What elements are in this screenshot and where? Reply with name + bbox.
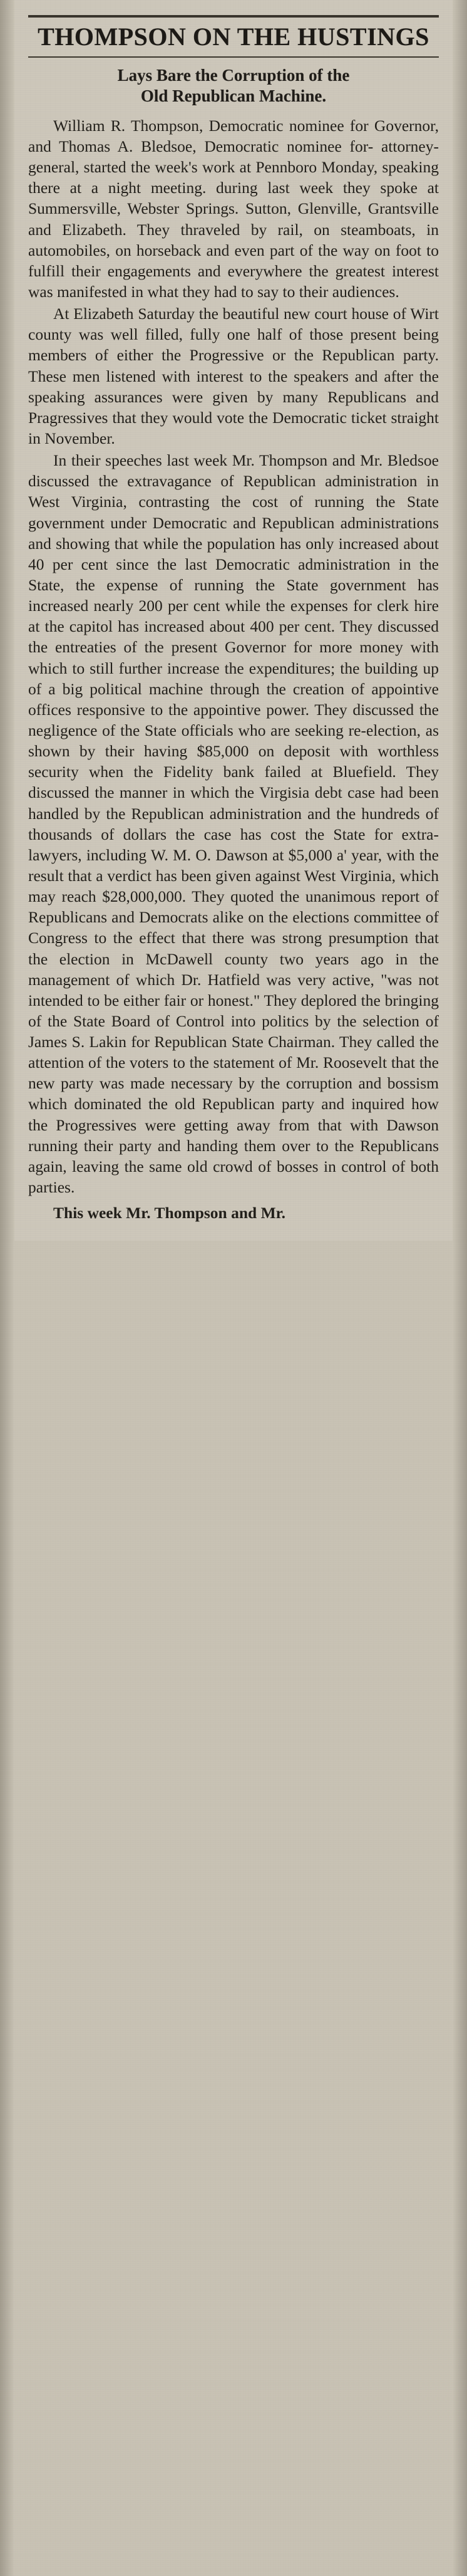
article-paragraph: William R. Thompson, Democratic nominee for Governor, and Thomas A. Bledsoe, Democratic nominee for- attorney-general, started the week's work at Pennboro Monday, speaking there at a night meeting. during last week they spoke at Summersville, Webster Springs. Sutton, Glenville, Grantsville and Elizabeth. They thraveled by rail, on steamboats, in automobiles, on horseback and even part of the way on foot to fulfill their engagements and everywhere the greatest interest was manifested in what they had to say to their audiences.	[28, 116, 439, 301]
article-paragraph: In their speeches last week Mr. Thompson and Mr. Bledsoe discussed the extravagance of Republican administration in West Virginia, contrasting the cost of running the State government under Democratic and Republican administrations and showing that while the population has only increased about 40 per cent since the last Democratic administration in the State, the expense of running the State government has increased nearly 200 per cent while the expenses for clerk hire at the capitol has increased about 400 per cent. They discussed the entreaties of the present Governor for more money with which to still further increase the expenditures; the building up of a big political machine through the creation of appointive offices responsive to the appointive power. They discussed the negligence of the State officials who are seeking re-election, as shown by their having $85,000 on deposit with worthless security when the Fidelity bank failed at Bluefield. They discussed the manner in which the Virgisia debt case had been handled by the Republican administration and the hundreds of thousands of dollars the case has cost the State for extra- lawyers, including W. M. O. Dawson at $5,000 a' year, with the result that a verdict has been given against West Virginia, which may reach $28,000,000. They quoted the unanimous report of Republicans and Democrats alike on the elections committee of Congress to the effect that there was strong presumption that the election in McDawell county two years ago in the management of which Dr. Hatfield was very active, "was not intended to be either fair or honest." They deplored the bringing of the State Board of Control into politics by the selection of James S. Lakin for Republican State Chairman. They called the attention of the voters to the statement of Mr. Roosevelt that the new party was made necessary by the corruption and bossism which dominated the old Republican party and inquired how the Progressives were getting away from that with Dawson running their party and handing them over to the Republicans again, leaving the same old crowd of bosses in control of both parties.	[28, 451, 439, 1197]
article-paragraph: At Elizabeth Saturday the beautiful new court house of Wirt county was well filled, fully one half of those present being members of either the Progressive or the Republican party. These men listened with interest to the speakers and after the speaking assurances were given by many Republicans and Pragressives that they would vote the Democratic ticket straight in November.	[28, 305, 439, 447]
article-body	[28, 115, 439, 1223]
top-rule-divider	[28, 15, 439, 18]
page-right-shadow	[453, 0, 467, 2576]
subhead-line-1: Lays Bare the Corruption of the	[117, 66, 350, 85]
page-title: THOMPSON ON THE HUSTINGS	[38, 23, 429, 51]
headline-rule-divider	[28, 56, 439, 58]
article-subhead	[36, 65, 431, 107]
newspaper-article	[14, 0, 453, 1241]
subhead-line-2: Old Republican Machine.	[140, 86, 327, 105]
page-left-shadow	[0, 0, 14, 2576]
article-closing-line: This week Mr. Thompson and Mr.	[53, 1204, 286, 1223]
